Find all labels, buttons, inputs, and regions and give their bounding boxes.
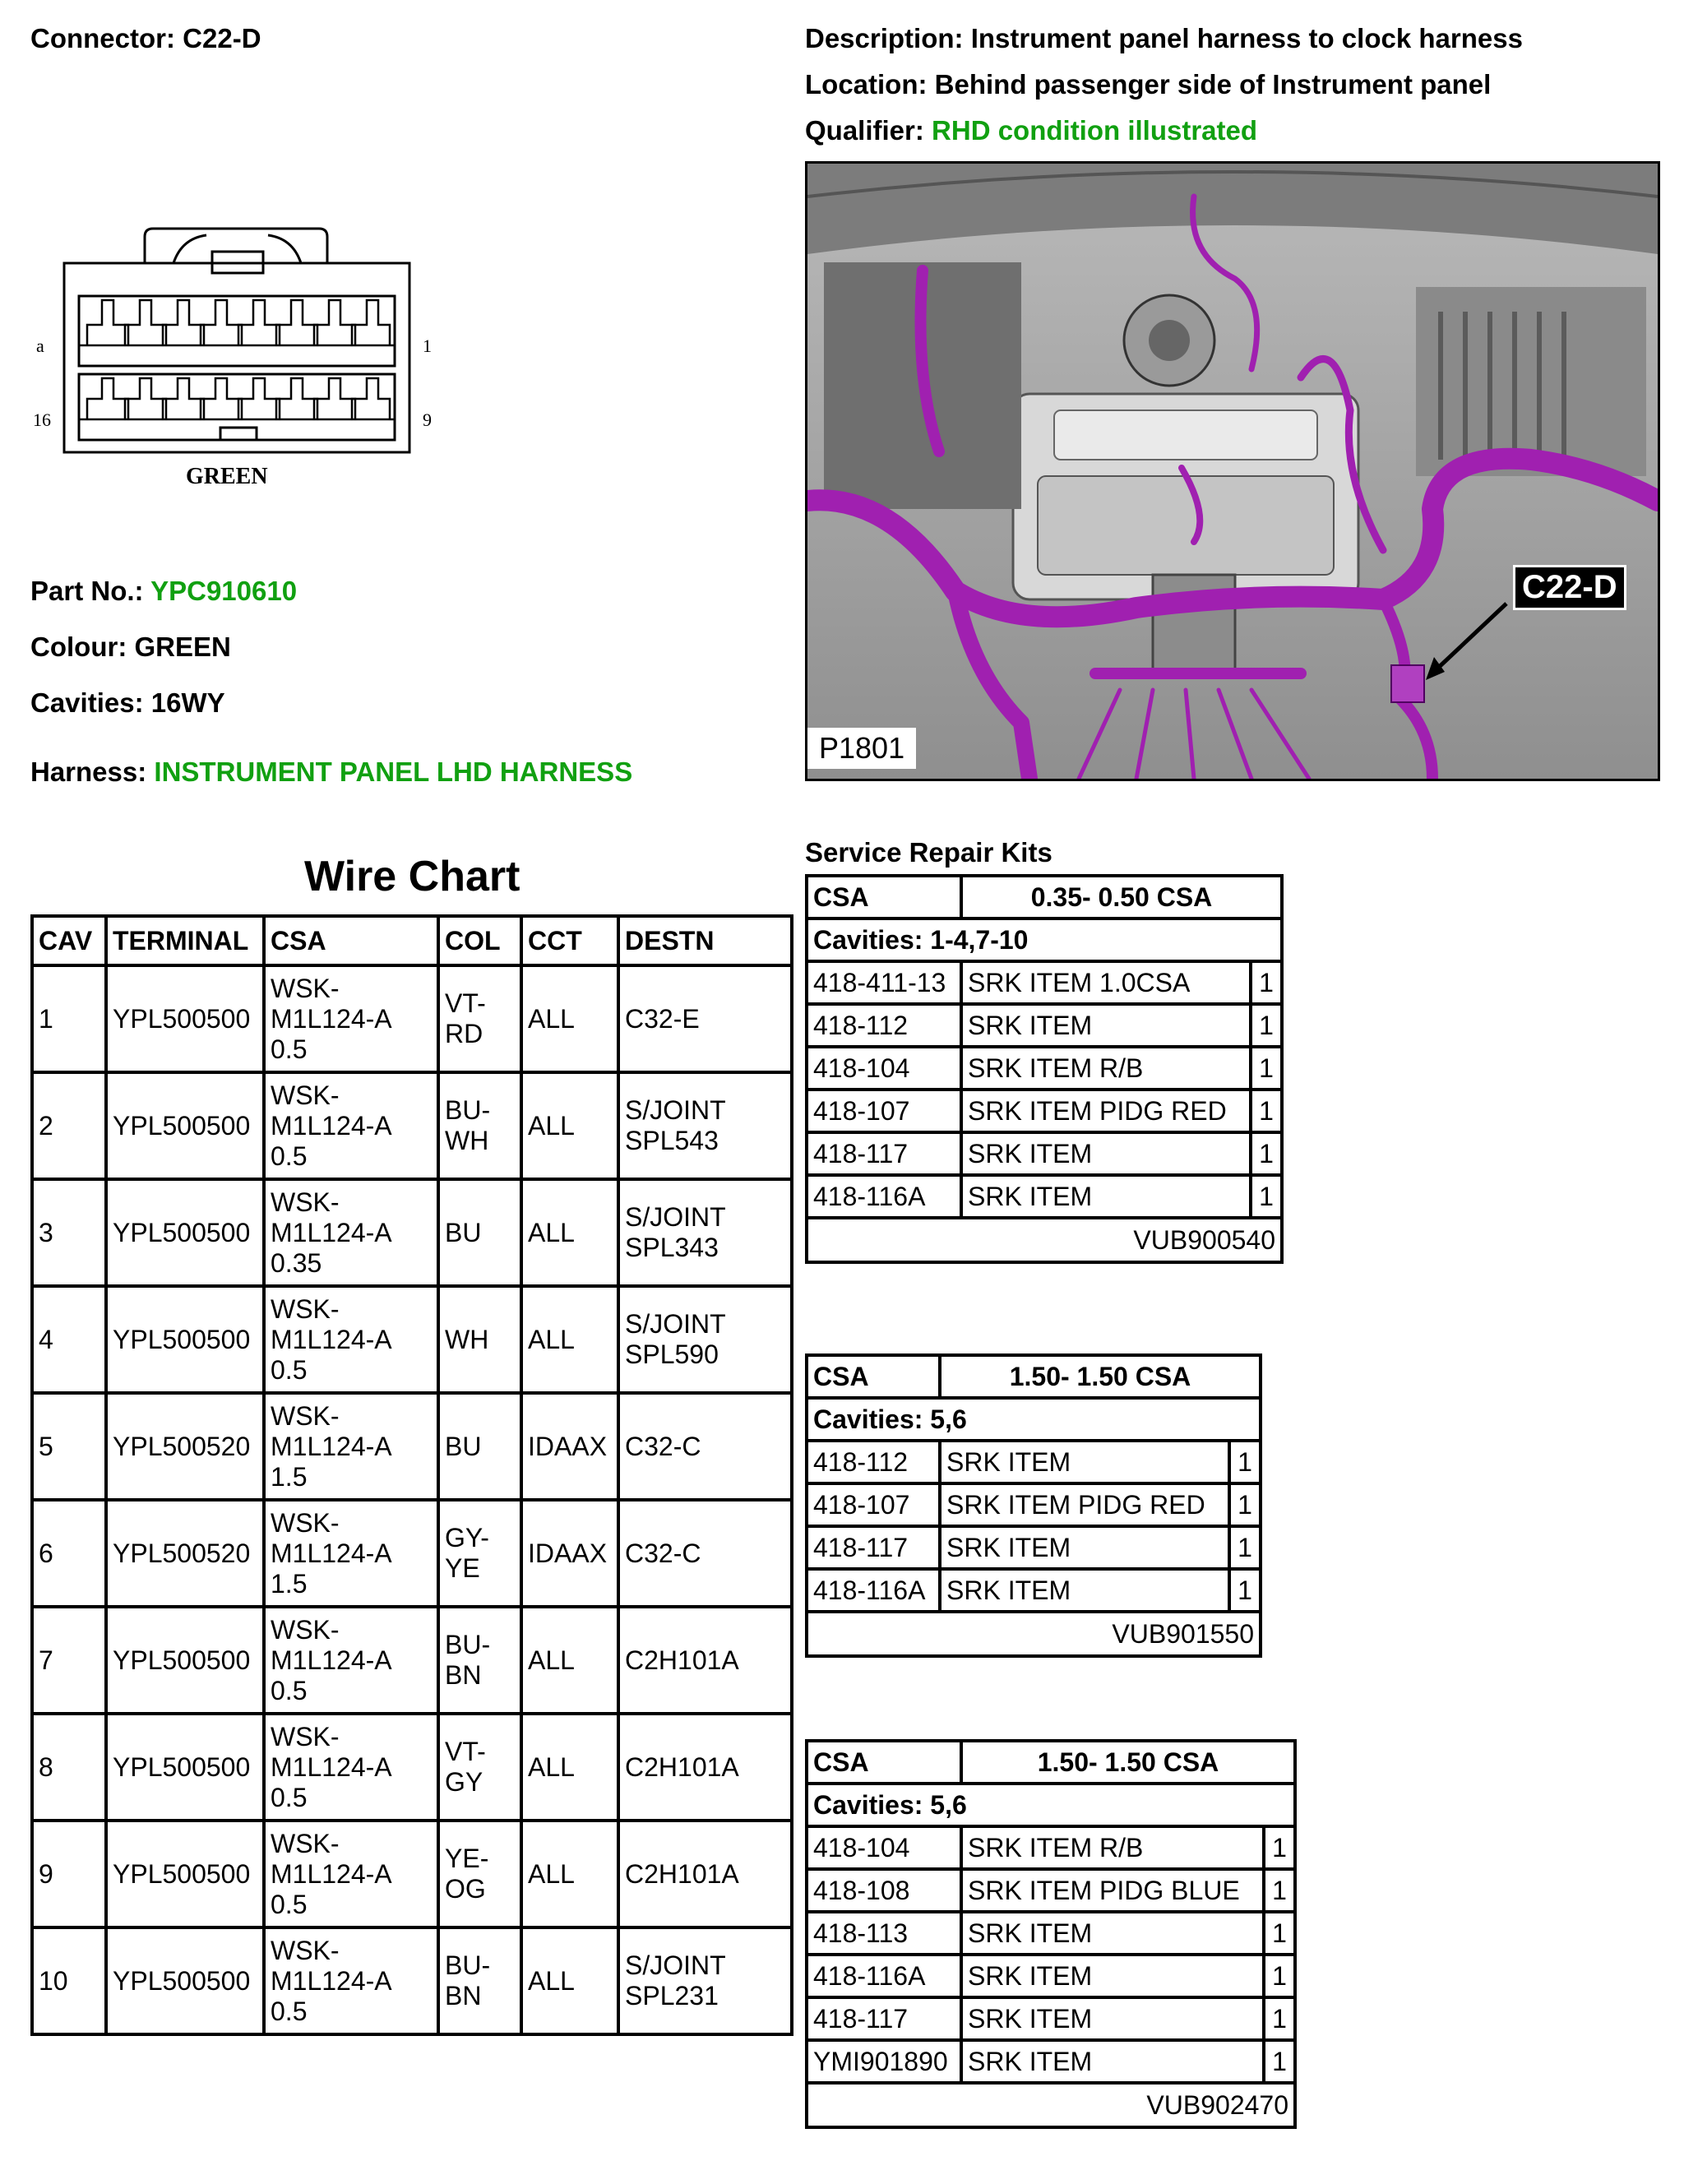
cct-cell: IDAAX [521, 1500, 618, 1607]
kit-part: 418-112 [807, 1441, 940, 1483]
table-row [32, 1393, 792, 1500]
list-item [807, 2040, 1295, 2083]
kit-qty: 1 [1229, 1569, 1261, 1612]
list-item [807, 1090, 1282, 1132]
kit-cavities: Cavities: 5,6 [807, 1784, 1295, 1826]
kit-part: 418-117 [807, 1526, 940, 1569]
kit-qty: 1 [1251, 961, 1282, 1004]
list-item [807, 1132, 1282, 1175]
table-row [32, 1927, 792, 2034]
cav-cell: 3 [32, 1179, 106, 1286]
kit-csa-value: 0.35- 0.50 CSA [961, 876, 1282, 918]
pin-label-9: 9 [423, 410, 432, 430]
csa-cell: WSK-M1L124-A 0.5 [264, 1607, 438, 1714]
kit-code: VUB900540 [807, 1218, 1282, 1262]
header-cct: CCT [521, 916, 618, 965]
destn-cell: C2H101A [618, 1607, 792, 1714]
kit-desc: SRK ITEM [961, 1175, 1251, 1218]
kit-part: 418-112 [807, 1004, 961, 1047]
location-photo [805, 161, 1660, 781]
terminal-row-bottom [79, 378, 395, 419]
cct-cell: ALL [521, 1072, 618, 1179]
list-item [807, 1047, 1282, 1090]
csa-cell: WSK-M1L124-A 0.5 [264, 1821, 438, 1927]
kit-cavities: Cavities: 5,6 [807, 1398, 1261, 1441]
harness-field [30, 757, 632, 788]
kit-desc: SRK ITEM [961, 1997, 1264, 2040]
col-cell: BU-BN [438, 1607, 521, 1714]
destn-cell: S/JOINT SPL231 [618, 1927, 792, 2034]
description-label: Description: [805, 23, 964, 53]
cct-cell: ALL [521, 1286, 618, 1393]
kit-desc: SRK ITEM [961, 1912, 1264, 1955]
col-cell: YE-OG [438, 1821, 521, 1927]
terminal-row-top [79, 300, 395, 345]
table-row [32, 1286, 792, 1393]
callout-label: C22-D [1513, 565, 1626, 610]
list-item [807, 1869, 1295, 1912]
cav-cell: 9 [32, 1821, 106, 1927]
kit-part: 418-117 [807, 1997, 961, 2040]
destn-cell: S/JOINT SPL343 [618, 1179, 792, 1286]
csa-cell: WSK-M1L124-A 0.5 [264, 965, 438, 1072]
kit-csa-label: CSA [807, 1355, 940, 1398]
kit-part: 418-104 [807, 1826, 961, 1869]
pin-label-a: a [36, 335, 44, 356]
table-row [32, 1179, 792, 1286]
kit-qty: 1 [1251, 1004, 1282, 1047]
table-row [32, 965, 792, 1072]
kit-csa-label: CSA [807, 876, 961, 918]
connector-label: Connector: [30, 23, 175, 53]
harness-label: Harness: [30, 757, 147, 787]
figure-id: P1801 [807, 728, 916, 769]
cct-cell: ALL [521, 1179, 618, 1286]
location-field [805, 69, 1491, 100]
col-cell: WH [438, 1286, 521, 1393]
destn-cell: C32-E [618, 965, 792, 1072]
part-number-value: YPC910610 [150, 576, 298, 606]
repair-kit-table-2 [805, 1353, 1262, 1658]
kit-qty: 1 [1251, 1047, 1282, 1090]
table-row [32, 1821, 792, 1927]
pin-label-1: 1 [423, 335, 432, 356]
terminal-cell: YPL500500 [106, 1821, 264, 1927]
cavities-field [30, 687, 225, 719]
colour-label: Colour: [30, 632, 127, 662]
kit-desc: SRK ITEM [940, 1569, 1229, 1612]
description-value: Instrument panel harness to clock harness [970, 23, 1523, 53]
kit-code: VUB902470 [807, 2083, 1295, 2127]
kit-part: YMI901890 [807, 2040, 961, 2083]
colour-value: GREEN [134, 632, 231, 662]
kit-desc: SRK ITEM [940, 1441, 1229, 1483]
col-cell: BU [438, 1179, 521, 1286]
terminal-cell: YPL500500 [106, 1927, 264, 2034]
col-cell: BU-WH [438, 1072, 521, 1179]
list-item [807, 1526, 1261, 1569]
list-item [807, 1004, 1282, 1047]
cav-cell: 5 [32, 1393, 106, 1500]
kit-desc: SRK ITEM PIDG RED [940, 1483, 1229, 1526]
cct-cell: ALL [521, 1821, 618, 1927]
service-repair-kits-title: Service Repair Kits [805, 837, 1052, 868]
kit-qty: 1 [1264, 1869, 1295, 1912]
cavities-label: Cavities: [30, 687, 144, 718]
table-row [32, 1500, 792, 1607]
kit-qty: 1 [1264, 1997, 1295, 2040]
kit-part: 418-104 [807, 1047, 961, 1090]
connector-body [64, 263, 409, 452]
csa-cell: WSK-M1L124-A 0.5 [264, 1072, 438, 1179]
table-row [32, 1714, 792, 1821]
csa-cell: WSK-M1L124-A 0.5 [264, 1927, 438, 2034]
kit-qty: 1 [1229, 1526, 1261, 1569]
terminal-cell: YPL500520 [106, 1393, 264, 1500]
terminal-cell: YPL500520 [106, 1500, 264, 1607]
kit-part: 418-113 [807, 1912, 961, 1955]
kit-desc: SRK ITEM [940, 1526, 1229, 1569]
kit-csa-value: 1.50- 1.50 CSA [961, 1741, 1295, 1784]
col-cell: BU [438, 1393, 521, 1500]
destn-cell: C32-C [618, 1393, 792, 1500]
kit-part: 418-116A [807, 1955, 961, 1997]
connector-face-diagram [30, 222, 457, 502]
destn-cell: S/JOINT SPL590 [618, 1286, 792, 1393]
location-value: Behind passenger side of Instrument panel [934, 69, 1492, 99]
list-item [807, 1441, 1261, 1483]
col-cell: GY-YE [438, 1500, 521, 1607]
terminal-cell: YPL500500 [106, 1714, 264, 1821]
cct-cell: ALL [521, 965, 618, 1072]
cav-cell: 1 [32, 965, 106, 1072]
kit-qty: 1 [1251, 1132, 1282, 1175]
list-item [807, 1569, 1261, 1612]
kit-part: 418-107 [807, 1090, 961, 1132]
cav-cell: 10 [32, 1927, 106, 2034]
description-field [805, 23, 1523, 54]
destn-cell: C32-C [618, 1500, 792, 1607]
destn-cell: S/JOINT SPL543 [618, 1072, 792, 1179]
destn-cell: C2H101A [618, 1714, 792, 1821]
list-item [807, 1175, 1282, 1218]
table-row [32, 1072, 792, 1179]
engine-bay-illustration [807, 164, 1658, 779]
connector-c22d-location [1391, 665, 1424, 702]
kit-desc: SRK ITEM [961, 2040, 1264, 2083]
kit-part: 418-116A [807, 1569, 940, 1612]
kit-part: 418-116A [807, 1175, 961, 1218]
repair-kit-table-3 [805, 1739, 1297, 2129]
kit-desc: SRK ITEM [961, 1004, 1251, 1047]
kit-cavities: Cavities: 1-4,7-10 [807, 918, 1282, 961]
list-item [807, 1912, 1295, 1955]
kit-qty: 1 [1264, 1826, 1295, 1869]
cav-cell: 4 [32, 1286, 106, 1393]
terminal-cell: YPL500500 [106, 965, 264, 1072]
cavities-value: 16WY [150, 687, 225, 718]
terminal-cell: YPL500500 [106, 1072, 264, 1179]
repair-kit-table-1 [805, 874, 1284, 1264]
terminal-cell: YPL500500 [106, 1179, 264, 1286]
kit-qty: 1 [1251, 1090, 1282, 1132]
table-row [32, 1607, 792, 1714]
wire-chart-header-row [32, 916, 792, 965]
cct-cell: ALL [521, 1607, 618, 1714]
kit-desc: SRK ITEM PIDG BLUE [961, 1869, 1264, 1912]
terminal-cell: YPL500500 [106, 1607, 264, 1714]
header-destn: DESTN [618, 916, 792, 965]
csa-cell: WSK-M1L124-A 0.5 [264, 1714, 438, 1821]
kit-part: 418-107 [807, 1483, 940, 1526]
kit-qty: 1 [1251, 1175, 1282, 1218]
kit-part: 418-411-13 [807, 961, 961, 1004]
csa-cell: WSK-M1L124-A 1.5 [264, 1500, 438, 1607]
header-terminal: TERMINAL [106, 916, 264, 965]
qualifier-field [805, 115, 1257, 146]
kit-qty: 1 [1229, 1441, 1261, 1483]
kit-desc: SRK ITEM [961, 1132, 1251, 1175]
cav-cell: 6 [32, 1500, 106, 1607]
qualifier-label: Qualifier: [805, 115, 924, 146]
kit-desc: SRK ITEM R/B [961, 1047, 1251, 1090]
list-item [807, 1826, 1295, 1869]
part-number-label: Part No.: [30, 576, 144, 606]
col-cell: VT-GY [438, 1714, 521, 1821]
header-cav: CAV [32, 916, 106, 965]
kit-desc: SRK ITEM 1.0CSA [961, 961, 1251, 1004]
kit-desc: SRK ITEM R/B [961, 1826, 1264, 1869]
wire-chart-title: Wire Chart [304, 853, 520, 900]
kit-qty: 1 [1264, 1912, 1295, 1955]
kit-part: 418-117 [807, 1132, 961, 1175]
kit-csa-label: CSA [807, 1741, 961, 1784]
terminal-cell: YPL500500 [106, 1286, 264, 1393]
list-item [807, 961, 1282, 1004]
connector-colour-caption: GREEN [186, 464, 268, 489]
csa-cell: WSK-M1L124-A 1.5 [264, 1393, 438, 1500]
cav-cell: 7 [32, 1607, 106, 1714]
kit-qty: 1 [1264, 2040, 1295, 2083]
kit-desc: SRK ITEM [961, 1955, 1264, 1997]
col-cell: BU-BN [438, 1927, 521, 2034]
kit-part: 418-108 [807, 1869, 961, 1912]
list-item [807, 1997, 1295, 2040]
csa-cell: WSK-M1L124-A 0.5 [264, 1286, 438, 1393]
cct-cell: IDAAX [521, 1393, 618, 1500]
kit-qty: 1 [1229, 1483, 1261, 1526]
cct-cell: ALL [521, 1927, 618, 2034]
wire-chart-table [30, 914, 793, 2036]
kit-csa-value: 1.50- 1.50 CSA [940, 1355, 1261, 1398]
list-item [807, 1483, 1261, 1526]
cav-cell: 2 [32, 1072, 106, 1179]
colour-field [30, 632, 231, 663]
pin-label-16: 16 [33, 410, 51, 430]
harness-value: INSTRUMENT PANEL LHD HARNESS [154, 757, 633, 787]
header-csa: CSA [264, 916, 438, 965]
destn-cell: C2H101A [618, 1821, 792, 1927]
col-cell: VT-RD [438, 965, 521, 1072]
csa-cell: WSK-M1L124-A 0.35 [264, 1179, 438, 1286]
header-col: COL [438, 916, 521, 965]
list-item [807, 1955, 1295, 1997]
kit-qty: 1 [1264, 1955, 1295, 1997]
qualifier-value: RHD condition illustrated [932, 115, 1258, 146]
part-number-field [30, 576, 297, 607]
cct-cell: ALL [521, 1714, 618, 1821]
location-label: Location: [805, 69, 928, 99]
connector-field [30, 23, 261, 54]
connector-value: C22-D [183, 23, 261, 53]
kit-desc: SRK ITEM PIDG RED [961, 1090, 1251, 1132]
cav-cell: 8 [32, 1714, 106, 1821]
kit-code: VUB901550 [807, 1612, 1261, 1656]
